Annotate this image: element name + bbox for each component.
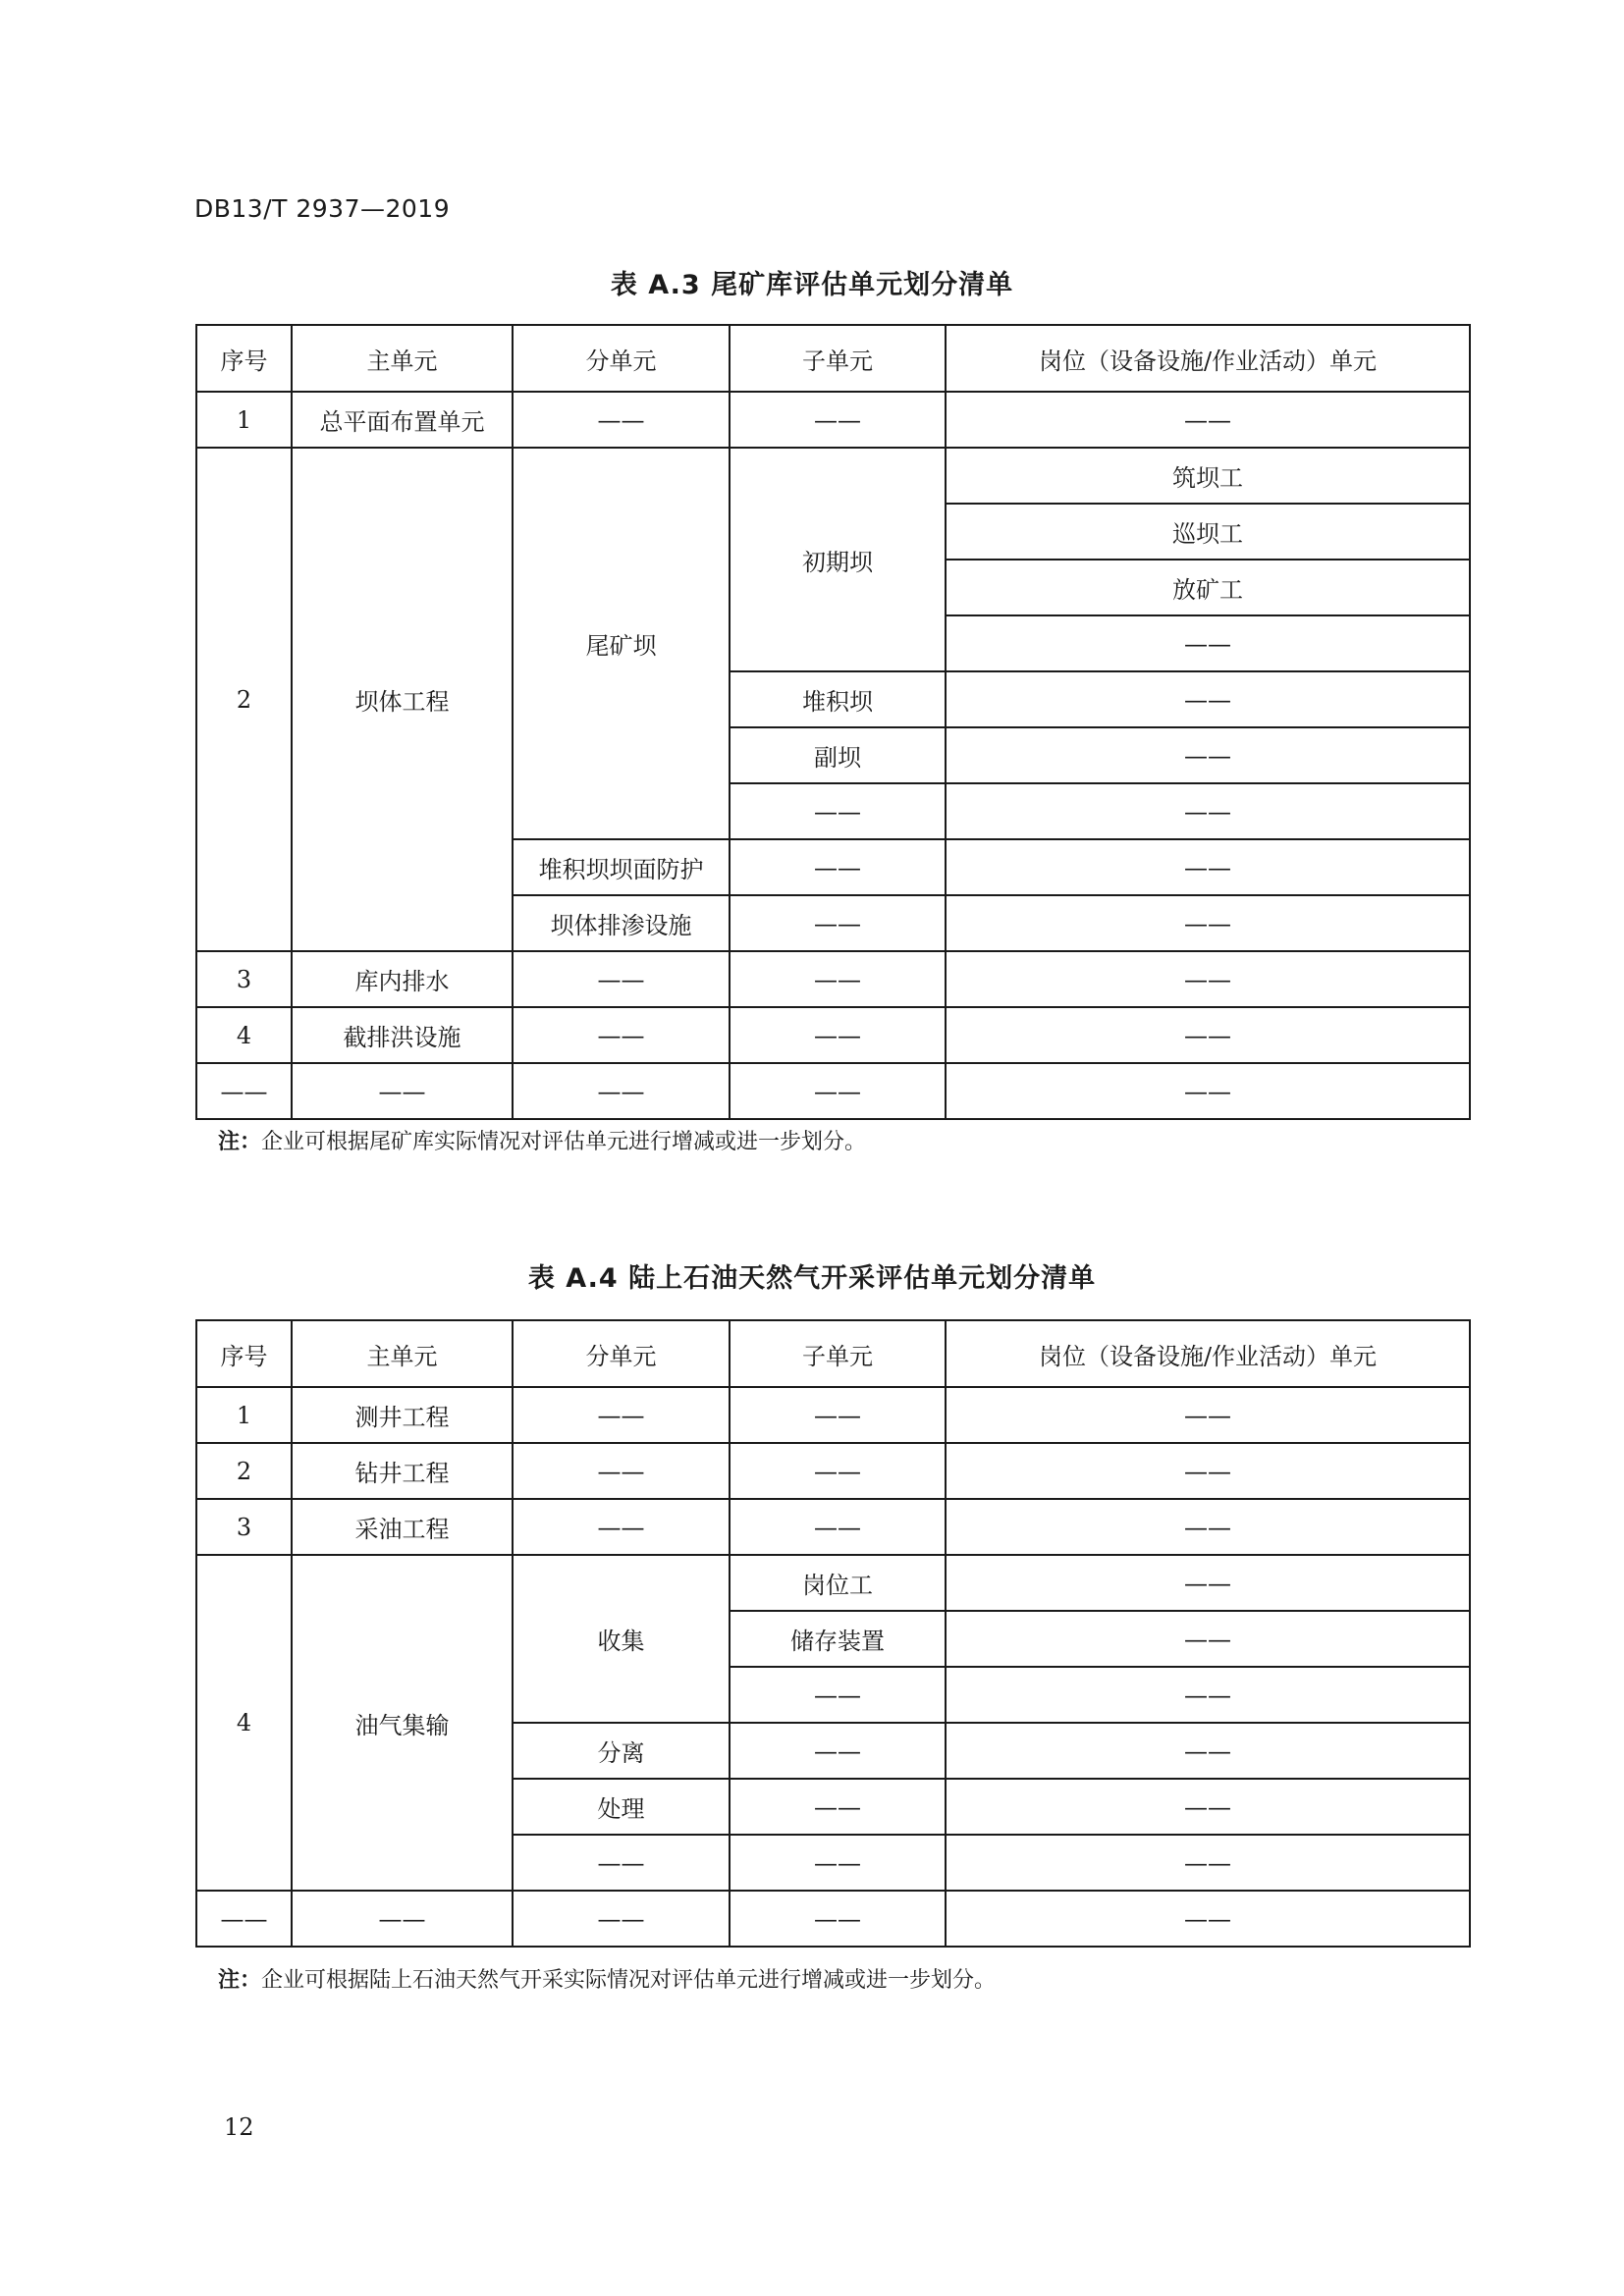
document-code: DB13/T 2937—2019 [194, 194, 451, 223]
cell-main-unit: 库内排水 [292, 951, 513, 1007]
cell-child-unit: —— [730, 1499, 946, 1555]
table-a4 [195, 1319, 1471, 1948]
table-row [196, 392, 1470, 448]
note-label: 注： [218, 1968, 262, 1993]
cell-post-unit: —— [946, 783, 1470, 839]
cell-child-unit: —— [730, 1891, 946, 1947]
table-row [196, 1443, 1470, 1499]
header-no: 序号 [196, 325, 292, 392]
table-a4-title: 表 A.4 陆上石油天然气开采评估单元划分清单 [527, 1263, 1097, 1294]
cell-post-unit: —— [946, 671, 1470, 727]
table-row [196, 1891, 1470, 1947]
cell-post-unit: —— [946, 615, 1470, 671]
cell-child-unit: 堆积坝 [730, 671, 946, 727]
cell-main-unit: 总平面布置单元 [292, 392, 513, 448]
cell-sub-unit: 收集 [513, 1555, 730, 1723]
cell-no: 1 [196, 1387, 292, 1443]
table-row [196, 1499, 1470, 1555]
header-child-unit: 子单元 [730, 325, 946, 392]
cell-main-unit: —— [292, 1891, 513, 1947]
page-number: 12 [224, 2113, 254, 2141]
cell-sub-unit: 堆积坝坝面防护 [513, 839, 730, 895]
cell-post-unit: —— [946, 1723, 1470, 1779]
header-child-unit: 子单元 [730, 1320, 946, 1387]
cell-child-unit: 副坝 [730, 727, 946, 783]
cell-child-unit: —— [730, 839, 946, 895]
cell-no: 4 [196, 1555, 292, 1891]
cell-no: 3 [196, 1499, 292, 1555]
cell-child-unit: —— [730, 783, 946, 839]
cell-post-unit: —— [946, 1387, 1470, 1443]
header-no: 序号 [196, 1320, 292, 1387]
cell-sub-unit: 分离 [513, 1723, 730, 1779]
cell-sub-unit: —— [513, 1443, 730, 1499]
cell-child-unit: —— [730, 895, 946, 951]
table-row [196, 448, 1470, 504]
header-sub-unit: 分单元 [513, 1320, 730, 1387]
table-row [196, 1555, 1470, 1611]
cell-post-unit: —— [946, 1555, 1470, 1611]
note-text: 企业可根据陆上石油天然气开采实际情况对评估单元进行增减或进一步划分。 [261, 1968, 997, 1993]
header-post-unit: 岗位（设备设施/作业活动）单元 [946, 325, 1470, 392]
cell-sub-unit: 尾矿坝 [513, 448, 730, 839]
cell-post-unit: —— [946, 1611, 1470, 1667]
cell-post-unit: —— [946, 727, 1470, 783]
cell-post-unit: —— [946, 951, 1470, 1007]
cell-no: —— [196, 1063, 292, 1119]
cell-main-unit: 坝体工程 [292, 448, 513, 951]
cell-sub-unit: 坝体排渗设施 [513, 895, 730, 951]
cell-child-unit: —— [730, 951, 946, 1007]
table-header-row [196, 1320, 1470, 1387]
cell-post-unit: —— [946, 1007, 1470, 1063]
cell-sub-unit: —— [513, 1387, 730, 1443]
cell-main-unit: —— [292, 1063, 513, 1119]
table-row [196, 1063, 1470, 1119]
cell-main-unit: 采油工程 [292, 1499, 513, 1555]
table-a3-title: 表 A.3 尾矿库评估单元划分清单 [610, 270, 1014, 300]
cell-no: 2 [196, 448, 292, 951]
note-text: 企业可根据尾矿库实际情况对评估单元进行增减或进一步划分。 [261, 1130, 867, 1154]
cell-sub-unit: —— [513, 1063, 730, 1119]
table-a4-note [218, 1963, 996, 1994]
cell-no: 3 [196, 951, 292, 1007]
cell-child-unit: —— [730, 1835, 946, 1891]
cell-sub-unit: —— [513, 1499, 730, 1555]
cell-child-unit: 储存装置 [730, 1611, 946, 1667]
cell-sub-unit: 处理 [513, 1779, 730, 1835]
note-label: 注： [218, 1130, 262, 1154]
header-main-unit: 主单元 [292, 325, 513, 392]
cell-post-unit: —— [946, 1779, 1470, 1835]
cell-sub-unit: —— [513, 392, 730, 448]
cell-child-unit: —— [730, 392, 946, 448]
table-a3-note [218, 1125, 866, 1155]
cell-child-unit: —— [730, 1779, 946, 1835]
cell-no: 4 [196, 1007, 292, 1063]
cell-post-unit: —— [946, 839, 1470, 895]
cell-post-unit: —— [946, 1443, 1470, 1499]
cell-sub-unit: —— [513, 1891, 730, 1947]
cell-main-unit: 截排洪设施 [292, 1007, 513, 1063]
cell-main-unit: 油气集输 [292, 1555, 513, 1891]
header-sub-unit: 分单元 [513, 325, 730, 392]
cell-post-unit: 筑坝工 [946, 448, 1470, 504]
cell-main-unit: 钻井工程 [292, 1443, 513, 1499]
cell-child-unit: —— [730, 1667, 946, 1723]
header-main-unit: 主单元 [292, 1320, 513, 1387]
table-header-row [196, 325, 1470, 392]
table-a3 [195, 324, 1471, 1120]
cell-child-unit: —— [730, 1007, 946, 1063]
table-row [196, 1387, 1470, 1443]
cell-post-unit: —— [946, 1891, 1470, 1947]
cell-no: —— [196, 1891, 292, 1947]
cell-child-unit: —— [730, 1387, 946, 1443]
cell-child-unit: —— [730, 1723, 946, 1779]
cell-child-unit: —— [730, 1063, 946, 1119]
table-row [196, 951, 1470, 1007]
table-row [196, 1007, 1470, 1063]
cell-post-unit: —— [946, 392, 1470, 448]
cell-main-unit: 测井工程 [292, 1387, 513, 1443]
cell-sub-unit: —— [513, 1007, 730, 1063]
cell-sub-unit: —— [513, 1835, 730, 1891]
cell-post-unit: 巡坝工 [946, 504, 1470, 560]
cell-sub-unit: —— [513, 951, 730, 1007]
cell-no: 1 [196, 392, 292, 448]
cell-post-unit: —— [946, 1499, 1470, 1555]
header-post-unit: 岗位（设备设施/作业活动）单元 [946, 1320, 1470, 1387]
cell-post-unit: 放矿工 [946, 560, 1470, 615]
cell-post-unit: —— [946, 895, 1470, 951]
cell-post-unit: —— [946, 1063, 1470, 1119]
cell-child-unit: 岗位工 [730, 1555, 946, 1611]
cell-child-unit: —— [730, 1443, 946, 1499]
cell-post-unit: —— [946, 1835, 1470, 1891]
cell-post-unit: —— [946, 1667, 1470, 1723]
cell-child-unit: 初期坝 [730, 448, 946, 671]
cell-no: 2 [196, 1443, 292, 1499]
